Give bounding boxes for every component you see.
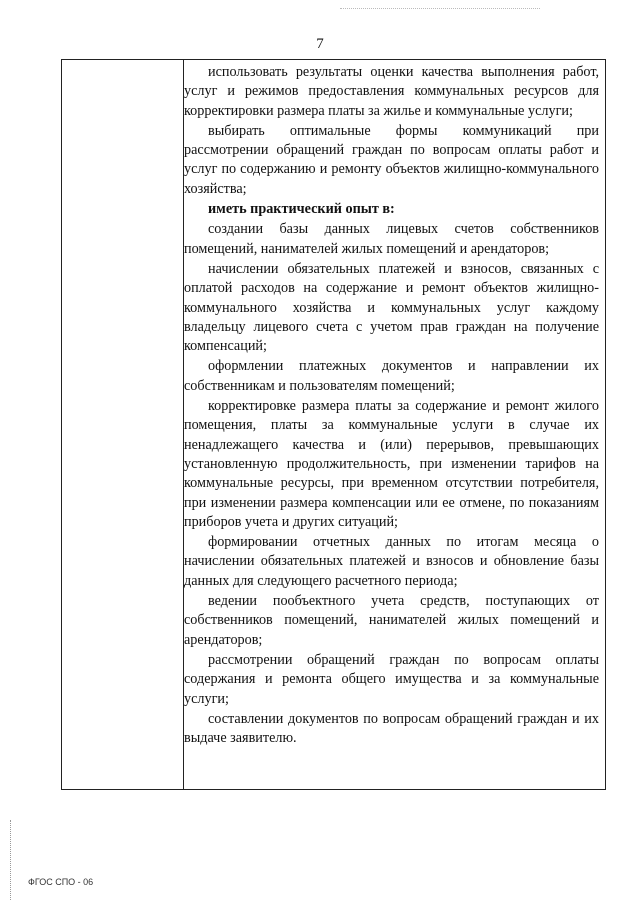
paragraph: рассмотрении обращений граждан по вопросам оплаты содержания и ремонта общего имущества и за коммунальные услуги; (184, 651, 599, 707)
page-number: 7 (316, 36, 324, 52)
section-heading: иметь практический опыт в: (208, 201, 395, 218)
paragraph: создании базы данных лицевых счетов собственников помещений, нанимателей жилых помещений и арендаторов; (184, 221, 599, 257)
scan-margin-marks (10, 820, 14, 900)
paragraph: использовать результаты оценки качества выполнения работ, услуг и режимов предоставления коммунальных ресурсов для корректировки размера платы за жилье и коммунальные услуги; (184, 64, 599, 119)
footer-doc-id: ФГОС СПО - 06 (28, 877, 94, 887)
paragraph: ведении пообъектного учета средств, поступающих от собственников помещений, нанимателей жилых помещений и арендаторов; (184, 593, 599, 648)
paragraph: начислении обязательных платежей и взносов, связанных с оплатой расходов на содержание и ремонт объектов жилищно-коммунального хозяйства и коммунальных услуг каждому владельцу лицевого счета с учетом прав граждан на получение компенсаций; (184, 260, 599, 355)
paragraph: корректировке размера платы за содержание и ремонт жилого помещения, платы за коммунальные услуги в случае их ненадлежащего качества и (или) перерывов, превышающих установленную продолжительность, при изменении тарифов на коммунальные ресурсы, при временном отсутствии потребителя, при изменении размера компенсации или ее отмене, по показаниям приборов учета и других ситуаций; (184, 398, 599, 530)
content-table (61, 59, 606, 790)
scan-artifact-line (340, 8, 540, 9)
paragraph: выбирать оптимальные формы коммуникаций при рассмотрении обращений граждан по вопросам оплаты работ и услуг по содержанию и ремонту объектов жилищно-коммунального хозяйства; (184, 122, 599, 197)
paragraph: составлении документов по вопросам обращений граждан и их выдаче заявителю. (184, 710, 599, 747)
paragraph: формировании отчетных данных по итогам месяца о начислении обязательных платежей и взносов и обновление базы данных для следующего расчетного периода; (184, 534, 599, 589)
paragraph: оформлении платежных документов и направлении их собственникам и пользователям помещений; (184, 358, 599, 394)
table-left-column (62, 60, 184, 789)
table-right-column (184, 63, 599, 749)
